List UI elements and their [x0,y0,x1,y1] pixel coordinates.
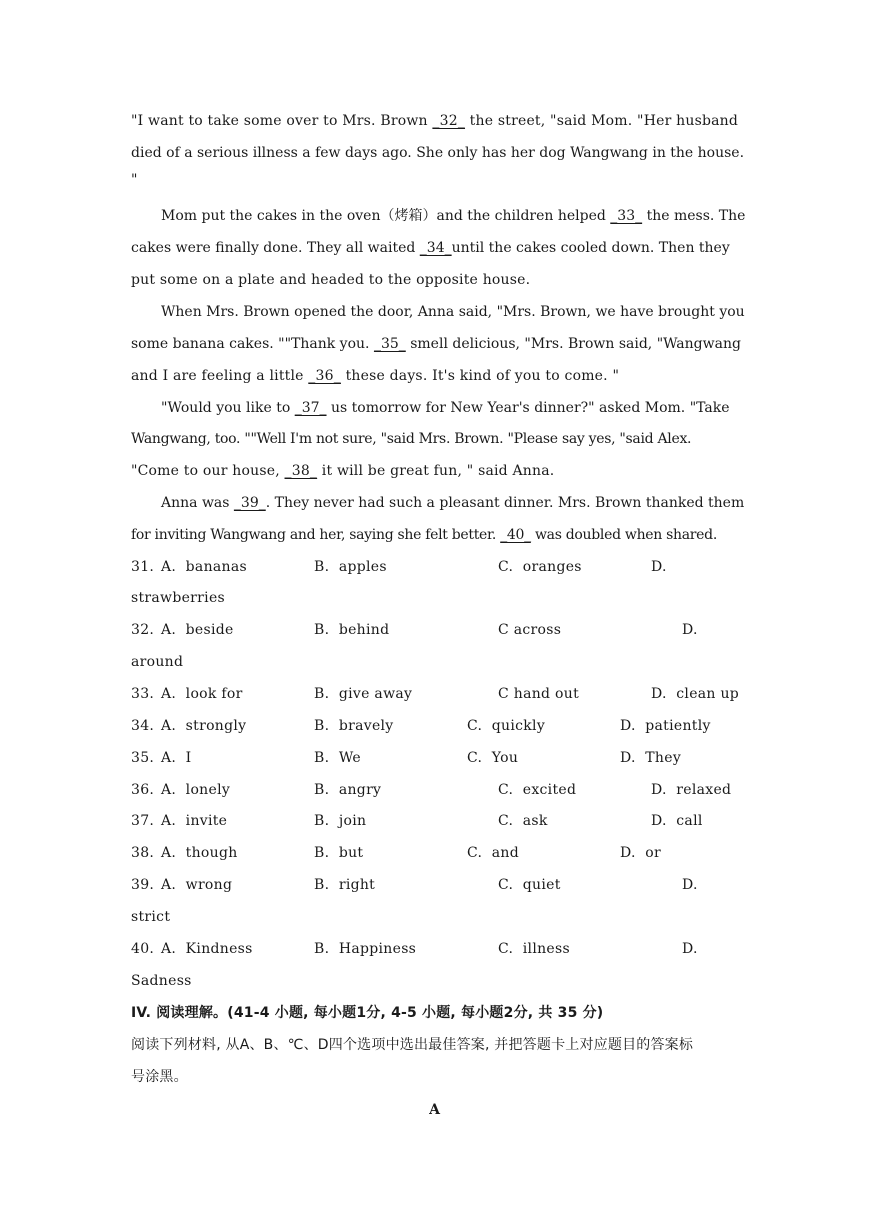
passage-text: the mess. The [642,208,746,224]
option-a: A. I [161,750,192,766]
passage-line [161,398,730,418]
option-b: B. right [314,877,376,893]
passage-text: for inviting Wangwang and her, saying she felt better. [131,527,501,543]
passage-text: "Come to our house, [131,463,285,479]
question-row [131,684,741,704]
passage-line [131,334,741,354]
option-d-text: Sadness [131,973,192,989]
blank-32: _32_ [432,113,466,129]
option-a: A. wrong [161,877,233,893]
passage-text: . They never had such a pleasant dinner. Mrs. Brown thanked them [265,495,745,511]
option-b: B. angry [314,782,382,798]
option-a: A. though [161,845,238,861]
passage-text: " [131,172,138,188]
option-c: C. quickly [467,718,546,734]
passage-line [131,525,717,545]
blank-37: _37_ [294,400,327,416]
option-d-text: strict [131,909,171,925]
blank-40: _40_ [500,527,531,543]
question-number: 37. [131,813,155,829]
option-b: B. but [314,845,364,861]
passage-text: "Would you like to [161,400,295,416]
question-number: 32. [131,622,155,638]
option-a: A. invite [161,813,228,829]
passage-line [131,170,138,190]
passage-text: and I are feeling a little [131,368,309,384]
option-d: D. call [651,813,703,829]
question-number: 34. [131,718,155,734]
blank-39: _39_ [233,495,266,511]
passage-text: When Mrs. Brown opened the door, Anna said, "Mrs. Brown, we have brought you [161,304,745,320]
passage-line [131,270,530,290]
section-instructions-cont: 号涂黑。 [131,1069,188,1085]
passage-text: Mom put the cakes in the oven（烤箱）and the children helped [161,208,611,224]
passage-text: died of a serious illness a few days ago. She only has her dog Wangwang in the house. [131,145,745,161]
option-a: A. lonely [161,782,231,798]
option-d: D. or [620,845,661,861]
passage-text: Anna was [161,495,234,511]
option-d: D. [682,877,698,893]
passage-text: cakes were finally done. They all waited [131,240,420,256]
question-number: 35. [131,750,155,766]
blank-38: _38_ [284,463,318,479]
passage-text: "I want to take some over to Mrs. Brown [131,113,433,129]
blank-35: _35_ [373,336,406,352]
question-row [131,939,741,959]
question-number: 33. [131,686,155,702]
passage-line [131,238,730,258]
question-row [131,716,741,736]
passage-text: the street, "said Mom. "Her husband [465,113,739,129]
option-d: D. They [620,750,682,766]
option-c: C. excited [498,782,577,798]
option-b: B. Happiness [314,941,417,957]
option-a: A. bananas [161,559,247,575]
passage-line [131,111,738,131]
question-row [131,843,741,863]
option-d-text: strawberries [131,590,226,606]
passage-label: A [429,1102,440,1118]
question-row [131,811,741,831]
question-row-wrap [131,907,741,927]
option-d: D. patiently [620,718,711,734]
passage-line [131,461,554,481]
option-d: D. clean up [651,686,740,702]
question-number: 38. [131,845,155,861]
question-row [131,780,741,800]
blank-33: _33_ [610,208,643,224]
option-c: C across [498,622,562,638]
option-a: A. beside [161,622,234,638]
question-number: 36. [131,782,155,798]
section-instructions: 阅读下列材料, 从A、B、℃、D四个选项中选出最佳答案, 并把答题卡上对应题目的答案标 [131,1037,694,1053]
option-b: B. bravely [314,718,394,734]
passage-text: smell delicious, "Mrs. Brown said, "Wangwang [405,336,741,352]
passage-line [131,143,744,163]
passage-line [161,493,744,513]
option-c: C. oranges [498,559,582,575]
option-c: C. and [467,845,519,861]
option-b: B. behind [314,622,390,638]
passage-text: some banana cakes. ""Thank you. [131,336,374,352]
question-row-wrap [131,652,741,672]
question-number: 40. [131,941,155,957]
question-row [131,620,741,640]
passage-line [131,366,619,386]
option-b: B. apples [314,559,387,575]
question-number: 39. [131,877,155,893]
question-row [131,748,741,768]
question-row-wrap [131,971,741,991]
option-a: A. strongly [161,718,247,734]
passage-line [161,206,745,226]
passage-line [161,302,745,322]
option-c: C. quiet [498,877,561,893]
option-b: B. join [314,813,367,829]
question-row [131,557,741,577]
question-number: 31. [131,559,155,575]
passage-text: put some on a plate and headed to the opposite house. [131,272,531,288]
question-row [131,875,741,895]
question-row-wrap [131,588,741,608]
passage-text: was doubled when shared. [530,527,717,543]
option-b: B. give away [314,686,413,702]
blank-34: _34_ [419,240,452,256]
blank-36: _36_ [308,368,341,384]
option-c: C hand out [498,686,580,702]
option-a: A. Kindness [161,941,253,957]
passage-line [131,429,691,449]
passage-text: until the cakes cooled down. Then they [451,240,730,256]
option-c: C. You [467,750,519,766]
passage-text: it will be great fun, " said Anna. [317,463,555,479]
option-c: C. illness [498,941,570,957]
option-d: D. [682,622,698,638]
option-d: D. [682,941,698,957]
option-b: B. We [314,750,361,766]
option-c: C. ask [498,813,548,829]
passage-text: us tomorrow for New Year's dinner?" asked Mom. "Take [326,400,730,416]
option-d-text: around [131,654,184,670]
passage-text: Wangwang, too. ""Well I'm not sure, "said Mrs. Brown. "Please say yes, "said Alex. [131,431,692,447]
option-d: D. relaxed [651,782,732,798]
section-heading: IV. 阅读理解。(41-4 小题, 每小题1分, 4-5 小题, 每小题2分, 共 35 分) [131,1005,604,1021]
option-d: D. [651,559,667,575]
option-a: A. look for [161,686,243,702]
passage-text: these days. It's kind of you to come. " [340,368,620,384]
